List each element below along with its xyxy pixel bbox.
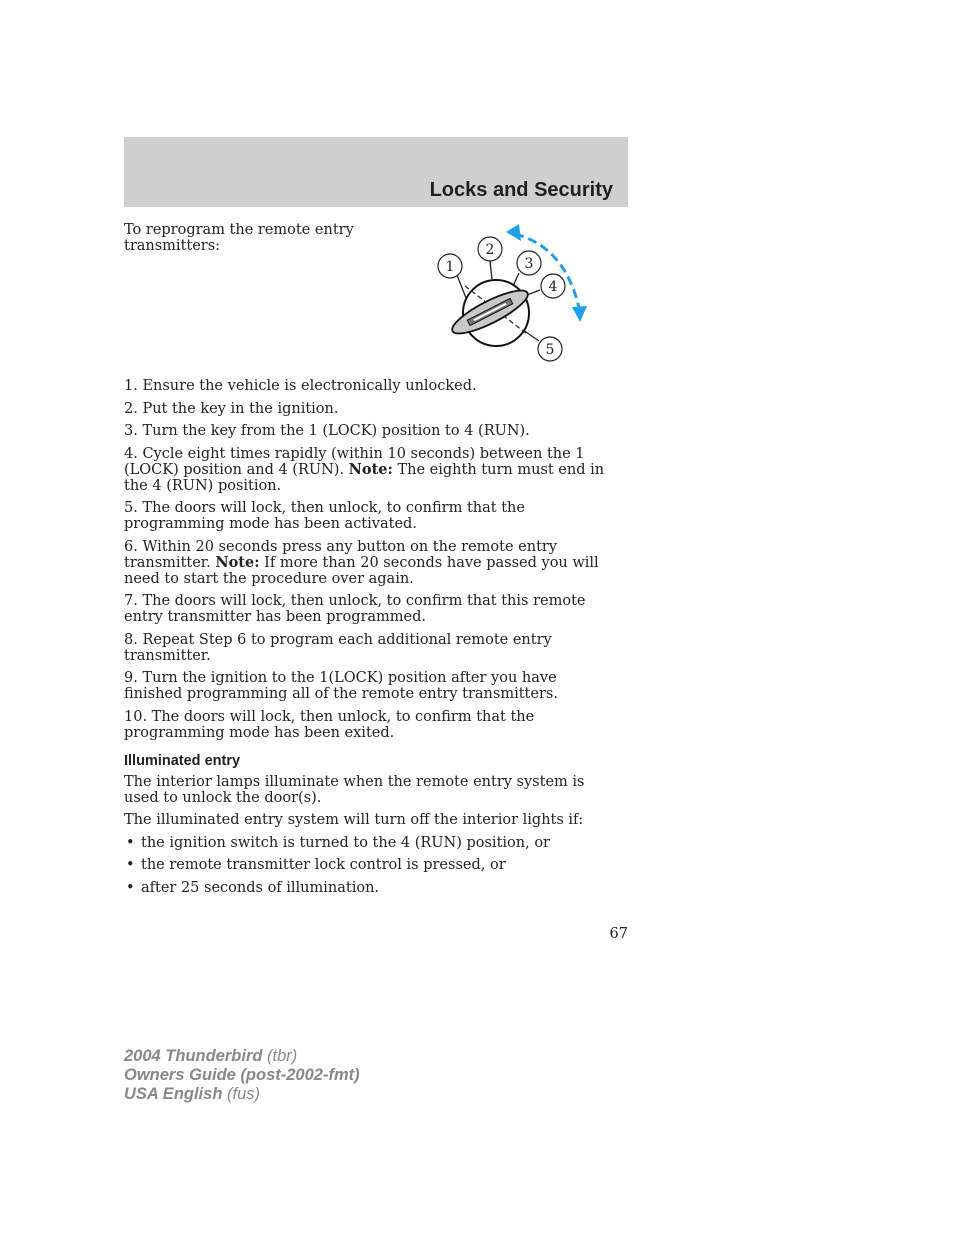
step-6-text: 6. Within 20 seconds press any button on the remote entry transmitter. [124, 538, 558, 571]
footer-line-3 [124, 1085, 360, 1104]
document-footer [124, 1047, 360, 1104]
footer-guide: Owners Guide (post-2002-fmt) [124, 1066, 360, 1084]
footer-line-1 [124, 1047, 360, 1066]
list-item: • after 25 seconds of illumination. [124, 880, 619, 896]
illuminated-paragraph-2: The illuminated entry system will turn off the interior lights if: [124, 812, 584, 828]
footer-model-code: (tbr) [262, 1047, 298, 1065]
step-4 [124, 446, 619, 494]
list-item: • the ignition switch is turned to the 4 (RUN) position, or [124, 835, 619, 851]
programming-steps [124, 378, 619, 741]
step-2: 2. Put the key in the ignition. [124, 400, 339, 417]
ignition-key-icon [420, 222, 600, 367]
step-5: 5. The doors will lock, then unlock, to confirm that the programming mode has been activated. [124, 500, 525, 532]
ignition-diagram [420, 222, 600, 367]
footer-model: 2004 Thunderbird [124, 1047, 263, 1065]
step-10: 10. The doors will lock, then unlock, to confirm that the programming mode has been exited. [124, 708, 535, 741]
position-1-label: 1 [445, 259, 455, 275]
step-4-note-label: Note: [348, 460, 393, 478]
footer-language-code: (fus) [222, 1085, 260, 1103]
step-1: 1. Ensure the vehicle is electronically unlocked. [124, 378, 477, 394]
position-2-label: 2 [485, 242, 495, 258]
position-4-label: 4 [548, 279, 558, 295]
step-7: 7. The doors will lock, then unlock, to confirm that this remote entry transmitter has been programmed. [124, 593, 586, 625]
step-6-note: If more than 20 seconds have passed you will need to start the procedure over again. [124, 554, 599, 587]
illuminated-entry-heading: Illuminated entry [124, 752, 241, 769]
position-5-label: 5 [545, 342, 555, 358]
illuminated-paragraph-1: The interior lamps illuminate when the remote entry system is used to unlock the door(s). [124, 773, 585, 806]
intro-text: To reprogram the remote entry transmitters: [124, 222, 354, 254]
step-9: 9. Turn the ignition to the 1(LOCK) position after you have finished programming all of the remote entry transmitters. [124, 670, 558, 702]
section-title: Locks and Security [429, 179, 613, 201]
section-header-band [124, 137, 628, 207]
step-6-note-label: Note: [215, 553, 260, 571]
footer-language: USA English [124, 1085, 223, 1103]
list-item: • the remote transmitter lock control is pressed, or [124, 857, 619, 873]
step-4-text: 4. Cycle eight times rapidly (within 10 seconds) between the 1 (LOCK) position and 4 (RUN). [124, 445, 585, 478]
page-number: 67 [609, 926, 628, 942]
position-3-label: 3 [524, 256, 534, 272]
page-content [124, 378, 619, 902]
illuminated-conditions-list [124, 835, 619, 896]
step-6 [124, 539, 619, 587]
footer-line-2 [124, 1066, 360, 1085]
step-3: 3. Turn the key from the 1 (LOCK) position to 4 (RUN). [124, 423, 530, 439]
step-8: 8. Repeat Step 6 to program each additional remote entry transmitter. [124, 631, 552, 664]
step-4-note: The eighth turn must end in the 4 (RUN) position. [124, 461, 605, 494]
